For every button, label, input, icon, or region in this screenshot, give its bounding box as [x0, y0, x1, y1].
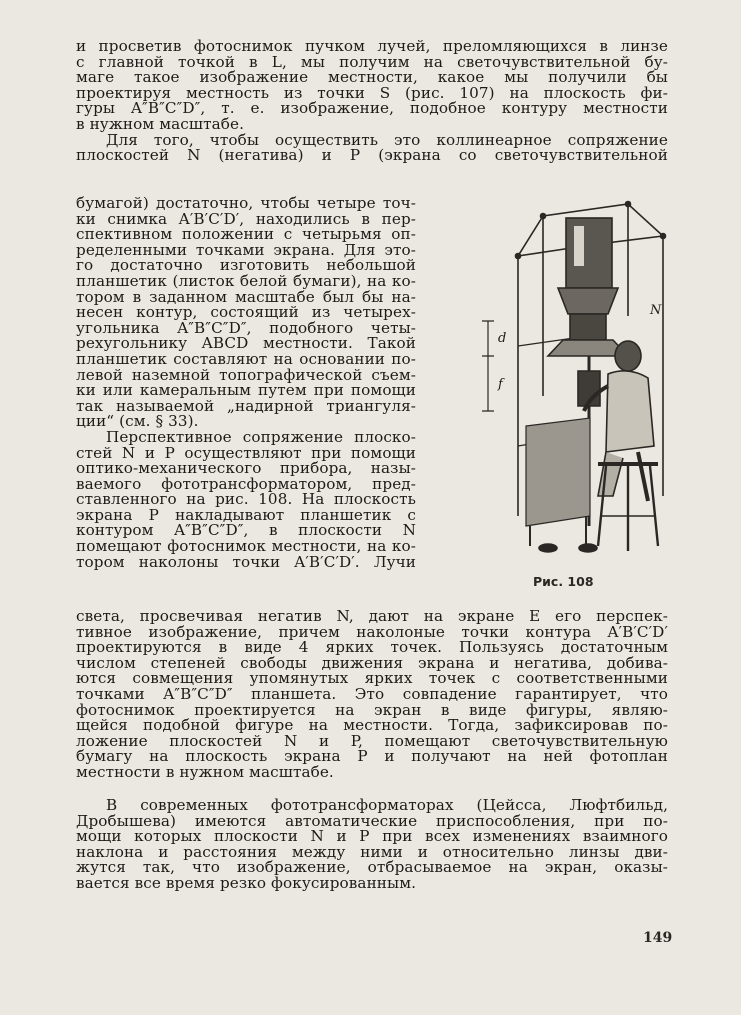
text-line: тором наколоны точки A′B′C′D′. Лучи — [76, 554, 416, 571]
text-line: Для того, чтобы осуществить это коллинеарное сопряжение — [106, 132, 668, 149]
label-d: d — [498, 331, 507, 346]
text-line: света, просвечивая негатив N, дают на экране E его перспек- — [76, 609, 668, 625]
figure-caption: Рис. 108 — [533, 574, 594, 589]
text-line: помещают фотоснимок местности, на ко- — [76, 539, 416, 555]
text-line: планшетик (листок белой бумаги), на ко- — [76, 273, 416, 290]
text-line: ваемого фототрансформатором, пред- — [76, 476, 416, 493]
phototransformer-illustration — [478, 196, 674, 572]
text-line: Перспективное сопряжение плоско- — [106, 429, 416, 446]
text-line: оптико-механического прибора, назы- — [76, 461, 416, 477]
text-line: в нужном масштабе. — [76, 116, 245, 133]
label-n: N — [650, 303, 662, 318]
text-line: мощи которых плоскости N и P при всех изменениях взаимного — [76, 829, 668, 845]
text-line: бумагой) достаточно, чтобы четыре точ- — [76, 196, 416, 212]
page-number: 149 — [643, 930, 673, 946]
text-line: несен контур, состоящий из четырех- — [76, 305, 416, 321]
text-line: и просветив фотоснимок пучком лучей, преломляющихся в линзе — [76, 39, 668, 55]
narrow-paragraphs — [76, 196, 416, 570]
text-line: ложение плоскостей N и P, помещают светочувствительную — [76, 733, 668, 750]
text-line: с главной точкой в L, мы получим на светочувствительной бу- — [76, 54, 668, 71]
text-line: проектируются в виде 4 ярких точек. Пользуясь достаточным — [76, 640, 668, 656]
text-line: бумагу на плоскость экрана P и получают на ней фотоплан — [76, 749, 668, 765]
text-line: планшетик составляют на основании по- — [76, 351, 416, 368]
text-line: экрана P накладывают планшетик с — [76, 507, 416, 524]
text-line: маге такое изображение местности, какое мы получили бы — [76, 70, 668, 86]
text-line: наклона и расстояния между ними и относительно линзы дви- — [76, 844, 668, 861]
text-line: ределенными точками экрана. Для это- — [76, 242, 416, 259]
text-line: числом степеней свободы движения экрана и негатива, добива- — [76, 655, 668, 672]
text-line: контуром A″B″C″D″, в плоскости N — [76, 523, 416, 540]
text-line: плоскостей N (негатива) и P (экрана со светочувствительной — [76, 148, 668, 164]
label-f: f — [498, 377, 503, 392]
text-line: щейся подобной фигуре на местности. Тогда, зафиксировав по- — [76, 718, 668, 734]
text-line: стей N и P осуществляют при помощи — [76, 445, 416, 462]
text-line: фотоснимок проектируется на экран в виде фигуры, являю- — [76, 702, 668, 719]
text-line: ставленного на рис. 108. На плоскость — [76, 492, 416, 508]
text-line: Дробышева) имеются автоматические приспособления, при по- — [76, 813, 668, 830]
text-line: вается все время резко фокусированным. — [76, 875, 417, 892]
text-line: проектируя местность из точки S (рис. 107) на плоскость фи- — [76, 85, 668, 102]
top-paragraphs — [76, 39, 668, 164]
text-line: тивное изображение, причем наколоные точки контура A′B′C′D′ — [76, 624, 668, 641]
final-paragraph — [76, 798, 668, 892]
text-line: левой наземной топографической съем- — [76, 367, 416, 384]
text-line: местности в нужном масштабе. — [76, 764, 334, 781]
text-line: ки снимка A′B′C′D′, находились в пер- — [76, 211, 416, 228]
text-line: ки или камеральным путем при помощи — [76, 383, 416, 399]
text-line: угольника A″B″C″D″, подобного четы- — [76, 320, 416, 337]
text-line: тором в заданном масштабе был бы на- — [76, 289, 416, 306]
text-line: жутся так, что изображение, отбрасываемое на экран, оказы- — [76, 860, 668, 876]
text-line: го достаточно изготовить небольшой — [76, 258, 416, 274]
text-line: ются совмещения упомянутых ярких точек с соответственными — [76, 671, 668, 687]
text-line: спективном положении с четырьмя оп- — [76, 227, 416, 243]
text-line: гуры A″B″C″D″, т. е. изображение, подобное контуру местности — [76, 101, 668, 117]
text-line: ции“ (см. § 33). — [76, 414, 199, 430]
bottom-paragraph — [76, 609, 668, 781]
phototransformer-drawing — [478, 196, 674, 572]
text-line: рехугольнику ABCD местности. Такой — [76, 336, 416, 352]
text-line: так называемой „надирной триангуля- — [76, 398, 416, 415]
text-line: точками A″B″C″D″ планшета. Это совпадение гарантирует, что — [76, 686, 668, 703]
text-line: В современных фототрансформаторах (Цейсса, Люфтбильд, — [106, 798, 668, 814]
